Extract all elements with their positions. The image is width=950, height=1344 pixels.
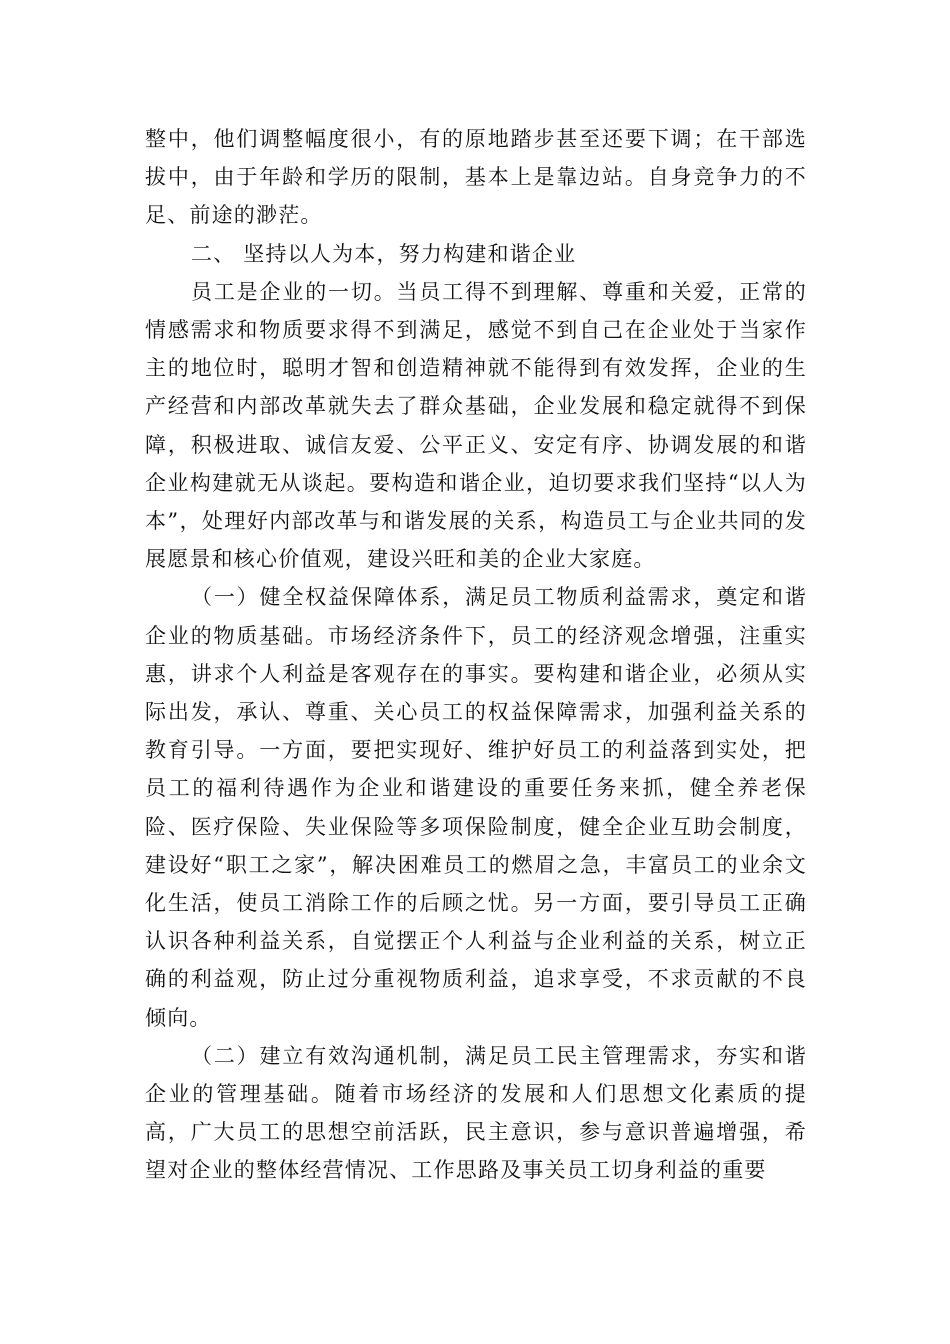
paragraph-section-1: （一）健全权益保障体系，满足员工物质利益需求，奠定和谐企业的物质基础。市场经济条件下，员工的经济观念增强，注重实惠，讲求个人利益是客观存在的事实。要构建和谐企业，必须从实际出发，承认、尊重、关心员工的权益保障需求，加强利益关系的教育引导。一方面，要把实现好、维护好员工的利益落到实处，把员工的福利待遇作为企业和谐建设的重要任务来抓，健全养老保险、医疗保险、失业保险等多项保险制度，健全企业互助会制度，建设好“职工之家”，解决困难员工的燃眉之急，丰富员工的业余文化生活，使员工消除工作的后顾之忧。另一方面，要引导员工正确认识各种利益关系，自觉摆正个人利益与企业利益的关系，树立正确的利益观，防止过分重视物质利益，追求享受，不求贡献的不良倾向。 [145, 585, 807, 1030]
paragraph-continuation: 整中，他们调整幅度很小，有的原地踏步甚至还要下调；在干部选拔中，由于年龄和学历的限制，基本上是靠边站。自身竞争力的不足、前途的渺茫。 [145, 127, 807, 228]
paragraph-employees: 员工是企业的一切。当员工得不到理解、尊重和关爱，正常的情感需求和物质要求得不到满足，感觉不到自己在企业处于当家作主的地位时，聪明才智和创造精神就不能得到有效发挥，企业的生产经营和内部改革就失去了群众基础，企业发展和稳定就得不到保障，积极进取、诚信友爱、公平正义、安定有序、协调发展的和谐企业构建就无从谈起。要构造和谐企业，迫切要求我们坚持“以人为本”，处理好内部改革与和谐发展的关系，构造员工与企业共同的发展愿景和核心价值观，建设兴旺和美的企业大家庭。 [145, 279, 807, 572]
document-page [145, 120, 807, 1190]
paragraph-section-2: （二）建立有效沟通机制，满足员工民主管理需求，夯实和谐企业的管理基础。随着市场经济的发展和人们思想文化素质的提高，广大员工的思想空前活跃，民主意识，参与意识普遍增强，希望对企业的整体经营情况、工作思路及事关员工切身利益的重要 [145, 1043, 807, 1183]
section-heading-2: 二、 坚持以人为本，努力构建和谐企业 [191, 241, 577, 266]
